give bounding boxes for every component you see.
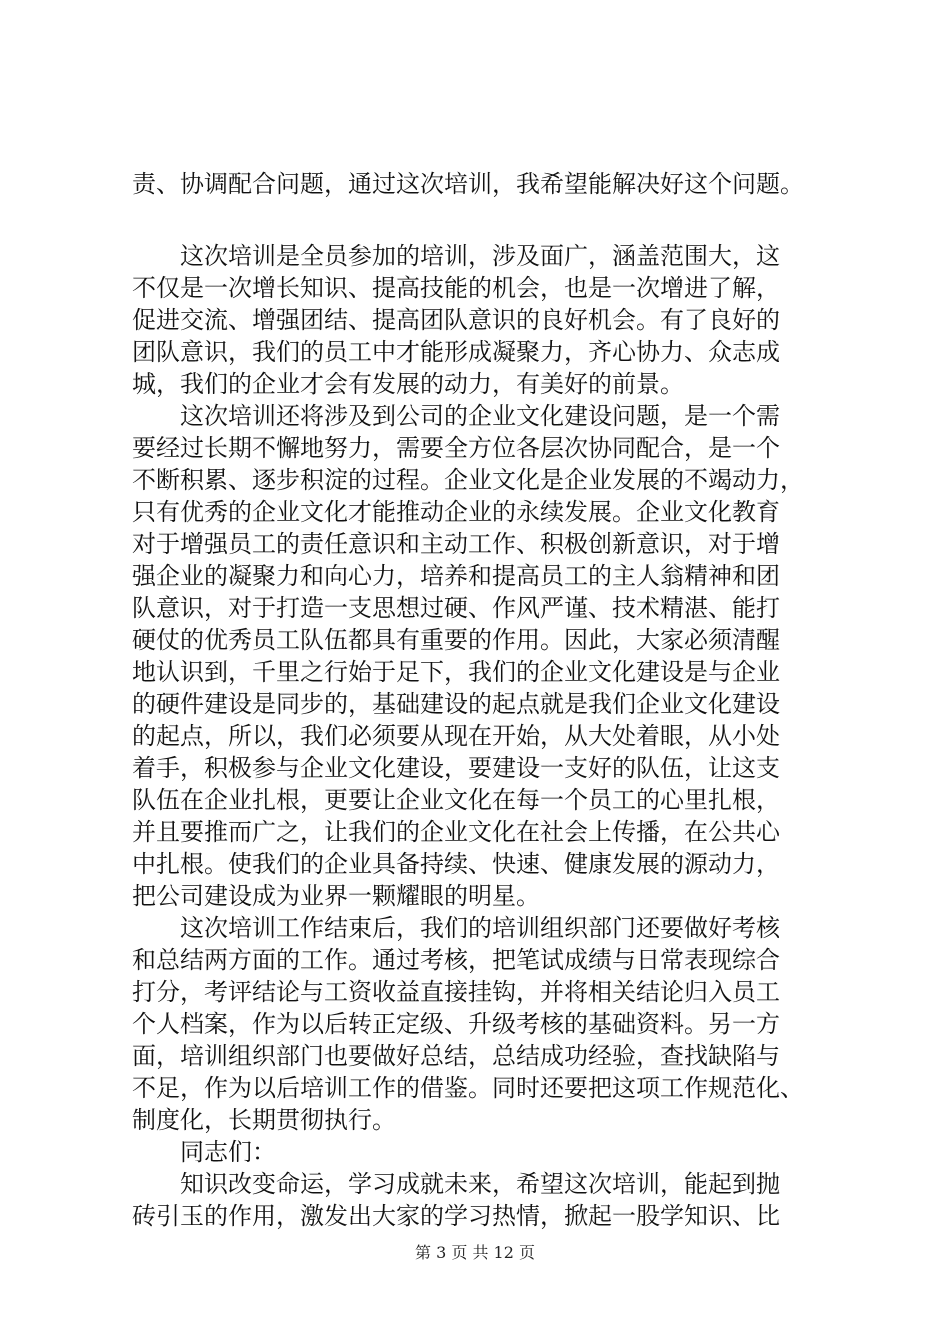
body-text	[132, 168, 842, 1232]
paragraph-gap	[132, 200, 842, 240]
text-line: 制度化，长期贯彻执行。	[132, 1106, 396, 1134]
text-line: 队意识，对于打造一支思想过硬、作风严谨、技术精湛、能打	[132, 594, 780, 622]
text-line: 促进交流、增强团结、提高团队意识的良好机会。有了良好的	[132, 306, 780, 334]
text-line: 并且要推而广之，让我们的企业文化在社会上传播，在公共心	[132, 818, 780, 846]
text-line: 团队意识，我们的员工中才能形成凝聚力，齐心协力、众志成	[132, 338, 780, 366]
text-line: 不足，作为以后培训工作的借鉴。同时还要把这项工作规范化、	[132, 1074, 804, 1102]
text-line: 硬仗的优秀员工队伍都具有重要的作用。因此，大家必须清醒	[132, 626, 780, 654]
text-line: 面，培训组织部门也要做好总结，总结成功经验，查找缺陷与	[132, 1042, 780, 1070]
text-line: 打分，考评结论与工资收益直接挂钩，并将相关结论归入员工	[132, 978, 780, 1006]
text-line: 这次培训是全员参加的培训，涉及面广，涵盖范围大，这	[132, 242, 780, 270]
text-line: 的起点，所以，我们必须要从现在开始，从大处着眼，从小处	[132, 722, 780, 750]
text-line: 这次培训还将涉及到公司的企业文化建设问题，是一个需	[132, 402, 780, 430]
text-line: 知识改变命运，学习成就未来，希望这次培训，能起到抛	[132, 1170, 780, 1198]
text-line: 队伍在企业扎根，更要让企业文化在每一个员工的心里扎根，	[132, 786, 780, 814]
text-line: 同志们：	[132, 1138, 276, 1166]
text-line: 着手，积极参与企业文化建设，要建设一支好的队伍，让这支	[132, 754, 780, 782]
text-line: 只有优秀的企业文化才能推动企业的永续发展。企业文化教育	[132, 498, 780, 526]
text-line: 不仅是一次增长知识、提高技能的机会，也是一次增进了解，	[132, 274, 780, 302]
text-line: 不断积累、逐步积淀的过程。企业文化是企业发展的不竭动力，	[132, 466, 804, 494]
text-line: 砖引玉的作用，激发出大家的学习热情，掀起一股学知识、比	[132, 1202, 780, 1230]
text-line: 要经过长期不懈地努力，需要全方位各层次协同配合，是一个	[132, 434, 780, 462]
text-line: 个人档案，作为以后转正定级、升级考核的基础资料。另一方	[132, 1010, 780, 1038]
text-line: 的硬件建设是同步的，基础建设的起点就是我们企业文化建设	[132, 690, 780, 718]
text-line: 这次培训工作结束后，我们的培训组织部门还要做好考核	[132, 914, 780, 942]
text-line: 和总结两方面的工作。通过考核，把笔试成绩与日常表现综合	[132, 946, 780, 974]
text-line: 城，我们的企业才会有发展的动力，有美好的前景。	[132, 370, 684, 398]
page-footer: 第 3 页 共 12 页	[415, 1243, 535, 1262]
text-line: 地认识到，千里之行始于足下，我们的企业文化建设是与企业	[132, 658, 780, 686]
text-line: 责、协调配合问题，通过这次培训，我希望能解决好这个问题。	[132, 170, 804, 198]
text-line: 中扎根。使我们的企业具备持续、快速、健康发展的源动力，	[132, 850, 780, 878]
text-line: 对于增强员工的责任意识和主动工作、积极创新意识，对于增	[132, 530, 780, 558]
text-line: 强企业的凝聚力和向心力，培养和提高员工的主人翁精神和团	[132, 562, 780, 590]
text-line: 把公司建设成为业界一颗耀眼的明星。	[132, 882, 540, 910]
